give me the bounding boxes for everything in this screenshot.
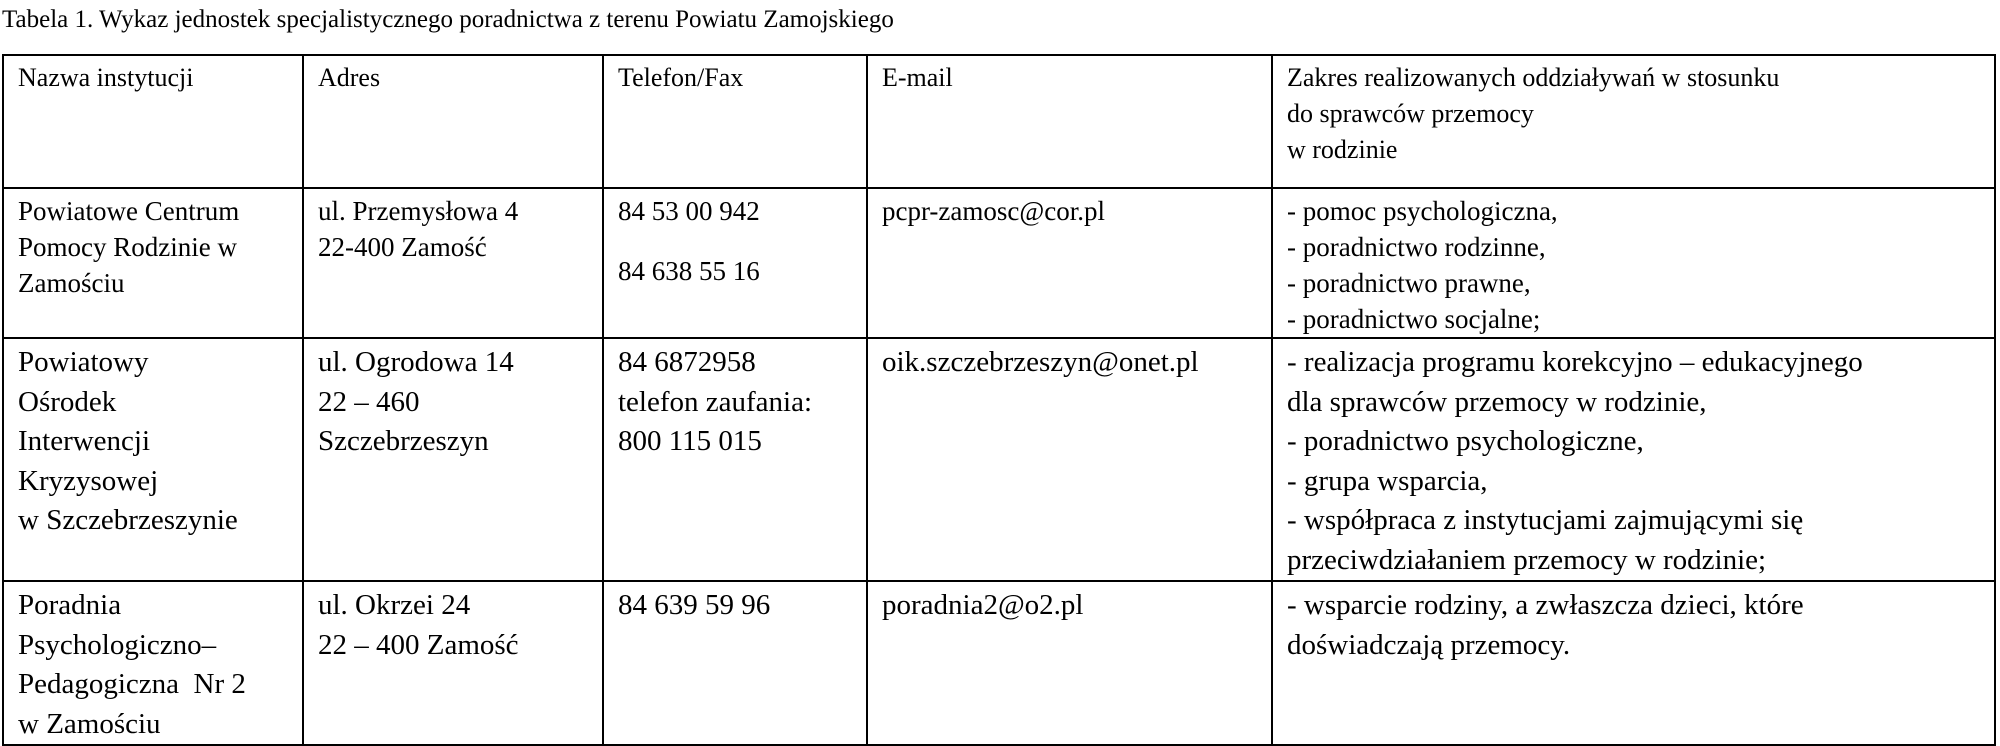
address-line: ul. Przemysłowa 4 [318,196,519,226]
address-line: 22 – 460 [318,385,420,418]
header-scope-line: Zakres realizowanych oddziaływań w stosunku [1287,63,1780,92]
address-line: 22-400 Zamość [318,232,487,262]
name-line: Kryzysowej [18,464,159,497]
scope-line: - poradnictwo rodzinne, [1287,232,1546,262]
phone-line: 84 638 55 16 [618,256,760,286]
name-line: Zamościu [18,268,125,298]
cell-phone [603,581,867,745]
cell-email: poradnia2@o2.pl [867,581,1272,745]
address-line: Szczebrzeszyn [318,425,489,457]
scope-line: - pomoc psychologiczna, [1287,196,1558,226]
cell-address [303,581,603,745]
name-line: w Zamościu [18,707,161,740]
cell-name [3,338,303,581]
phone-line: 84 639 59 96 [618,589,771,621]
table-header-row [3,55,1995,188]
address-line: 22 – 400 Zamość [318,628,519,661]
cell-scope [1272,581,1995,745]
phone-line: 84 53 00 942 [618,196,760,226]
scope-line: przeciwdziałaniem przemocy w rodzinie; [1287,543,1767,576]
name-line: Poradnia [18,589,122,621]
header-email: E-mail [867,55,1272,188]
institutions-table [2,54,1996,746]
cell-phone [603,188,867,338]
cell-scope [1272,188,1995,338]
name-line: Pomocy Rodzinie w [18,232,237,262]
cell-name [3,188,303,338]
name-line: Interwencji [18,425,151,457]
scope-line: - poradnictwo prawne, [1287,268,1531,298]
table-row [3,581,1995,745]
scope-line: - wsparcie rodziny, a zwłaszcza dzieci, które [1287,589,1804,621]
scope-line: dla sprawców przemocy w rodzinie, [1287,385,1707,418]
name-line: w Szczebrzeszynie [18,504,238,536]
header-name: Nazwa instytucji [3,55,303,188]
header-address: Adres [303,55,603,188]
header-scope [1272,55,1995,188]
header-scope-line: w rodzinie [1287,135,1398,164]
name-line: Powiatowe Centrum [18,196,240,226]
cell-address [303,338,603,581]
cell-email: pcpr-zamosc@cor.pl [867,188,1272,338]
phone-line: 800 115 015 [618,425,762,457]
name-line: Psychologiczno– [18,628,217,661]
scope-line: - poradnictwo psychologiczne, [1287,425,1644,457]
name-line: Powiatowy [18,346,149,378]
name-line: Pedagogiczna Nr 2 [18,668,246,700]
cell-address [303,188,603,338]
scope-line: - grupa wsparcia, [1287,464,1488,497]
header-scope-line: do sprawców przemocy [1287,99,1534,128]
scope-line: - realizacja programu korekcyjno – edukacyjnego [1287,346,1863,378]
table-row [3,338,1995,581]
header-phone: Telefon/Fax [603,55,867,188]
table-caption: Tabela 1. Wykaz jednostek specjalistycznego poradnictwa z terenu Powiatu Zamojskiego [2,6,894,33]
address-line: ul. Okrzei 24 [318,589,471,621]
cell-name [3,581,303,745]
scope-line: - współpraca z instytucjami zajmującymi się [1287,504,1804,536]
cell-email: oik.szczebrzeszyn@onet.pl [867,338,1272,581]
phone-line: telefon zaufania: [618,385,813,418]
scope-line: - poradnictwo socjalne; [1287,304,1541,334]
name-line: Ośrodek [18,385,117,418]
scope-line: doświadczają przemocy. [1287,628,1571,661]
cell-scope [1272,338,1995,581]
phone-line: 84 6872958 [618,346,756,378]
address-line: ul. Ogrodowa 14 [318,346,514,378]
table-row [3,188,1995,338]
cell-phone [603,338,867,581]
